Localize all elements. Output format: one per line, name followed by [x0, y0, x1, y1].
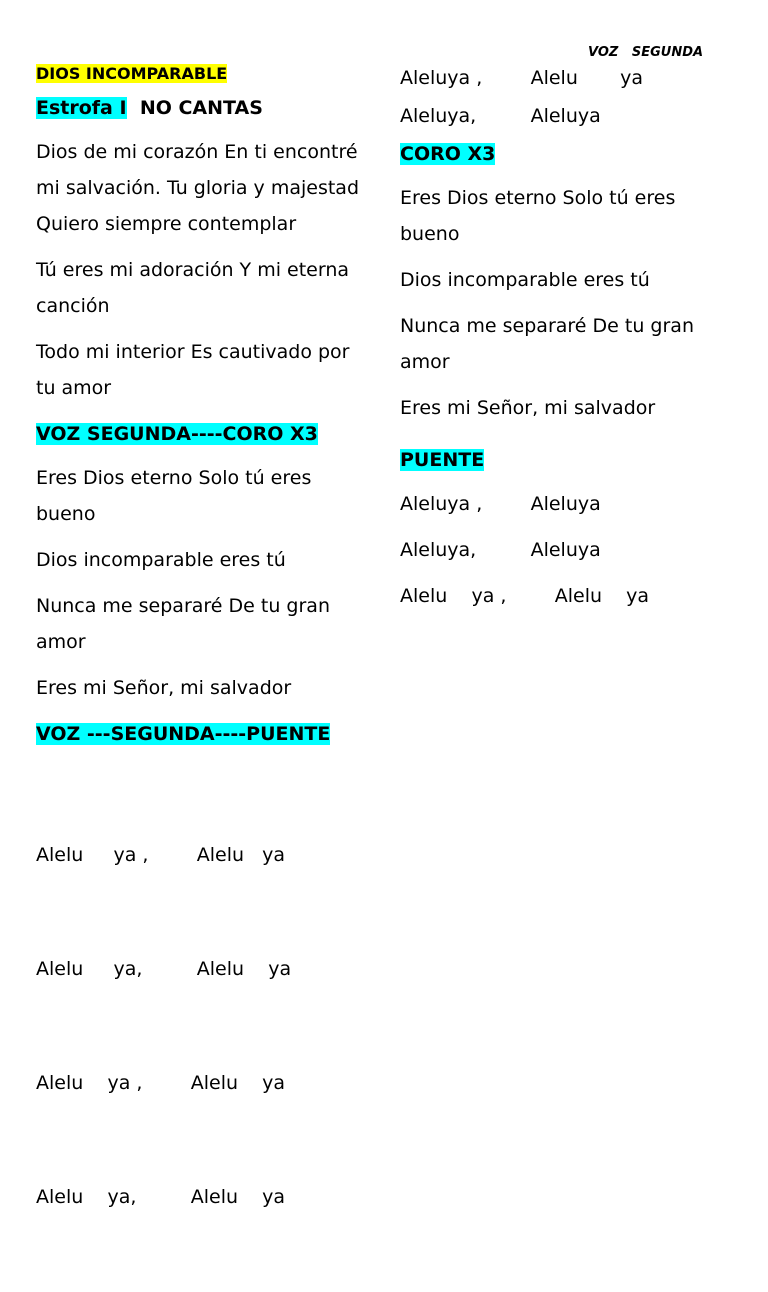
right-column	[400, 60, 730, 624]
left-column	[36, 60, 366, 1292]
coro-left-paragraph-1: Eres Dios eterno Solo tú eres bueno	[36, 467, 312, 525]
estrofa-heading	[36, 90, 366, 126]
song-title: DIOS INCOMPARABLE	[36, 64, 228, 83]
coro-left-paragraph-3: Nunca me separaré De tu gran amor	[36, 595, 330, 653]
coro-right-paragraph-4: Eres mi Señor, mi salvador	[400, 397, 656, 419]
puente-left-line: Alelu ya , Alelu ya	[36, 1072, 286, 1094]
coro-right-paragraph-2: Dios incomparable eres tú	[400, 269, 650, 291]
coro-heading-right: CORO X3	[400, 143, 496, 165]
puente-heading-left: VOZ ---SEGUNDA----PUENTE	[36, 723, 331, 745]
coro-left-paragraph-2: Dios incomparable eres tú	[36, 549, 286, 571]
intro-line-2: Aleluya, Aleluya	[400, 105, 601, 127]
puente-left-lines	[36, 760, 366, 1292]
puente-left-line: Alelu ya, Alelu ya	[36, 1186, 286, 1208]
estrofa-paragraph-2: Tú eres mi adoración Y mi eterna canción	[36, 259, 350, 317]
coro-left-paragraph-4: Eres mi Señor, mi salvador	[36, 677, 292, 699]
coro-right-paragraph-3: Nunca me separaré De tu gran amor	[400, 315, 694, 373]
estrofa-label: Estrofa I	[36, 97, 127, 119]
page-header-label: VOZ SEGUNDA	[588, 45, 704, 60]
puente-left-line: Alelu ya , Alelu ya	[36, 844, 286, 866]
puente-left-line: Alelu ya, Alelu ya	[36, 958, 292, 980]
puente-right-line: Aleluya, Aleluya	[400, 539, 601, 561]
estrofa-paragraph-1: Dios de mi corazón En ti encontré mi salvación. Tu gloria y majestad Quiero siempre contemplar	[36, 141, 359, 235]
puente-right-line: Aleluya , Aleluya	[400, 493, 601, 515]
estrofa-paragraph-3: Todo mi interior Es cautivado por tu amor	[36, 341, 350, 399]
coro-right-paragraph-1: Eres Dios eterno Solo tú eres bueno	[400, 187, 676, 245]
estrofa-note: NO CANTAS	[139, 97, 263, 119]
coro-heading-left: VOZ SEGUNDA----CORO X3	[36, 423, 318, 445]
intro-line-1: Aleluya , Alelu ya	[400, 67, 644, 89]
puente-right-line: Alelu ya , Alelu ya	[400, 585, 650, 607]
puente-heading-right: PUENTE	[400, 449, 485, 471]
